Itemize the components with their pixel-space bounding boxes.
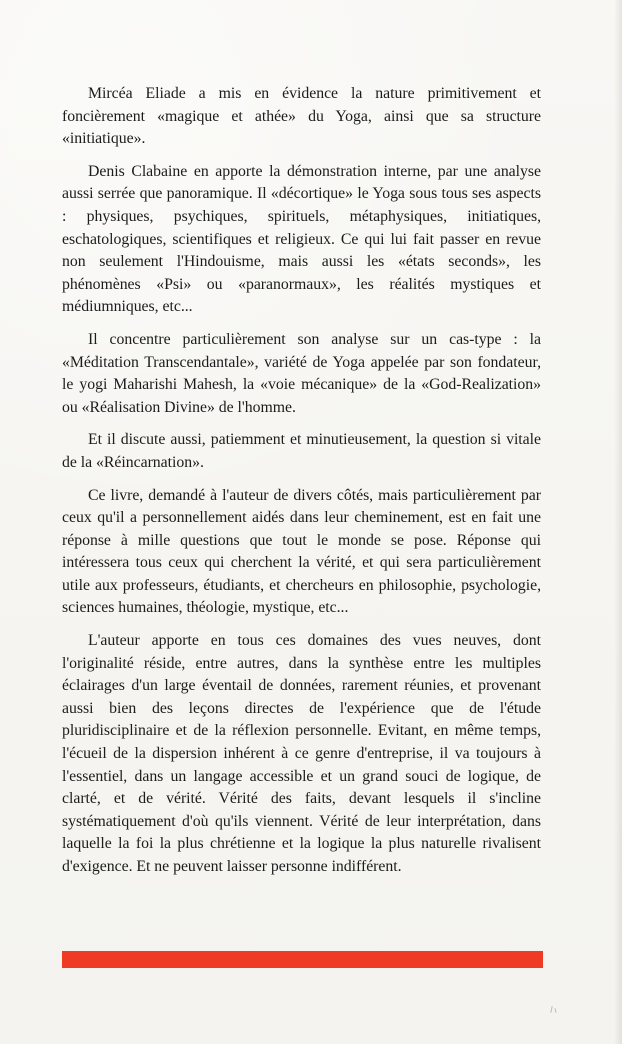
body-text <box>62 83 541 879</box>
paper-mark <box>549 1004 559 1016</box>
paragraph-6: L'auteur apporte en tous ces domaines des vues neuves, dont l'originalité réside, entre autres, dans la synthèse entre les multiples éclairages d'un large éventail de données, rarement réunies, et provenant aussi bien des leçons directes de l'expérience que de l'étude pluridisciplinaire et de la réflexion personnelle. Evitant, en même temps, l'écueil de la dispersion inhérent à ce genre d'entreprise, il va toujours à l'essentiel, dans un langage accessible et un grand souci de logique, de clarté, et de vérité. Vérité des faits, devant lesquels il s'incline systématiquement d'où qu'ils viennent. Vérité de leur interprétation, dans laquelle la foi la plus chrétienne et la logique la plus naturelle rivalisent d'exigence. Et ne peuvent laisser personne indifférent. <box>62 632 541 875</box>
paragraph-2: Denis Clabaine en apporte la démonstration interne, par une analyse aussi serrée que panoramique. Il «décortique» le Yoga sous tous ses aspects : physiques, psychiques, spirituels, métaphysiques, initiatiques, eschatologiques, scientifiques et religieux. Ce qui lui fait passer en revue non seulement l'Hindouisme, mais aussi les «états seconds», les phénomènes «Psi» ou «paranormaux», les réalités mystiques et médiumniques, etc... <box>62 162 541 316</box>
paragraph-5: Ce livre, demandé à l'auteur de divers côtés, mais particulièrement par ceux qu'il a personnellement aidés dans leur cheminement, est en fait une réponse à mille questions que tout le monde se pose. Réponse qui intéressera tous ceux qui cherchent la vérité, et qui sera particulièrement utile aux professeurs, étudiants, et chercheurs en philosophie, psychologie, sciences humaines, théologie, mystique, etc... <box>62 486 541 617</box>
page-edge-shadow <box>614 0 622 1044</box>
paragraph-3: Il concentre particulièrement son analyse sur un cas-type : la «Méditation Transcendantale», variété de Yoga appelée par son fondateur, le yogi Maharishi Mahesh, la «voie mécanique» de la «God-Realization» ou «Réalisation Divine» de l'homme. <box>62 330 541 416</box>
red-accent-bar <box>62 951 543 968</box>
paragraph-1: Mircéa Eliade a mis en évidence la nature primitivement et foncièrement «magique et athée» du Yoga, ainsi que sa structure «initiatique». <box>62 85 541 148</box>
paragraph-4: Et il discute aussi, patiemment et minutieusement, la question si vitale de la «Réincarnation». <box>62 431 541 471</box>
